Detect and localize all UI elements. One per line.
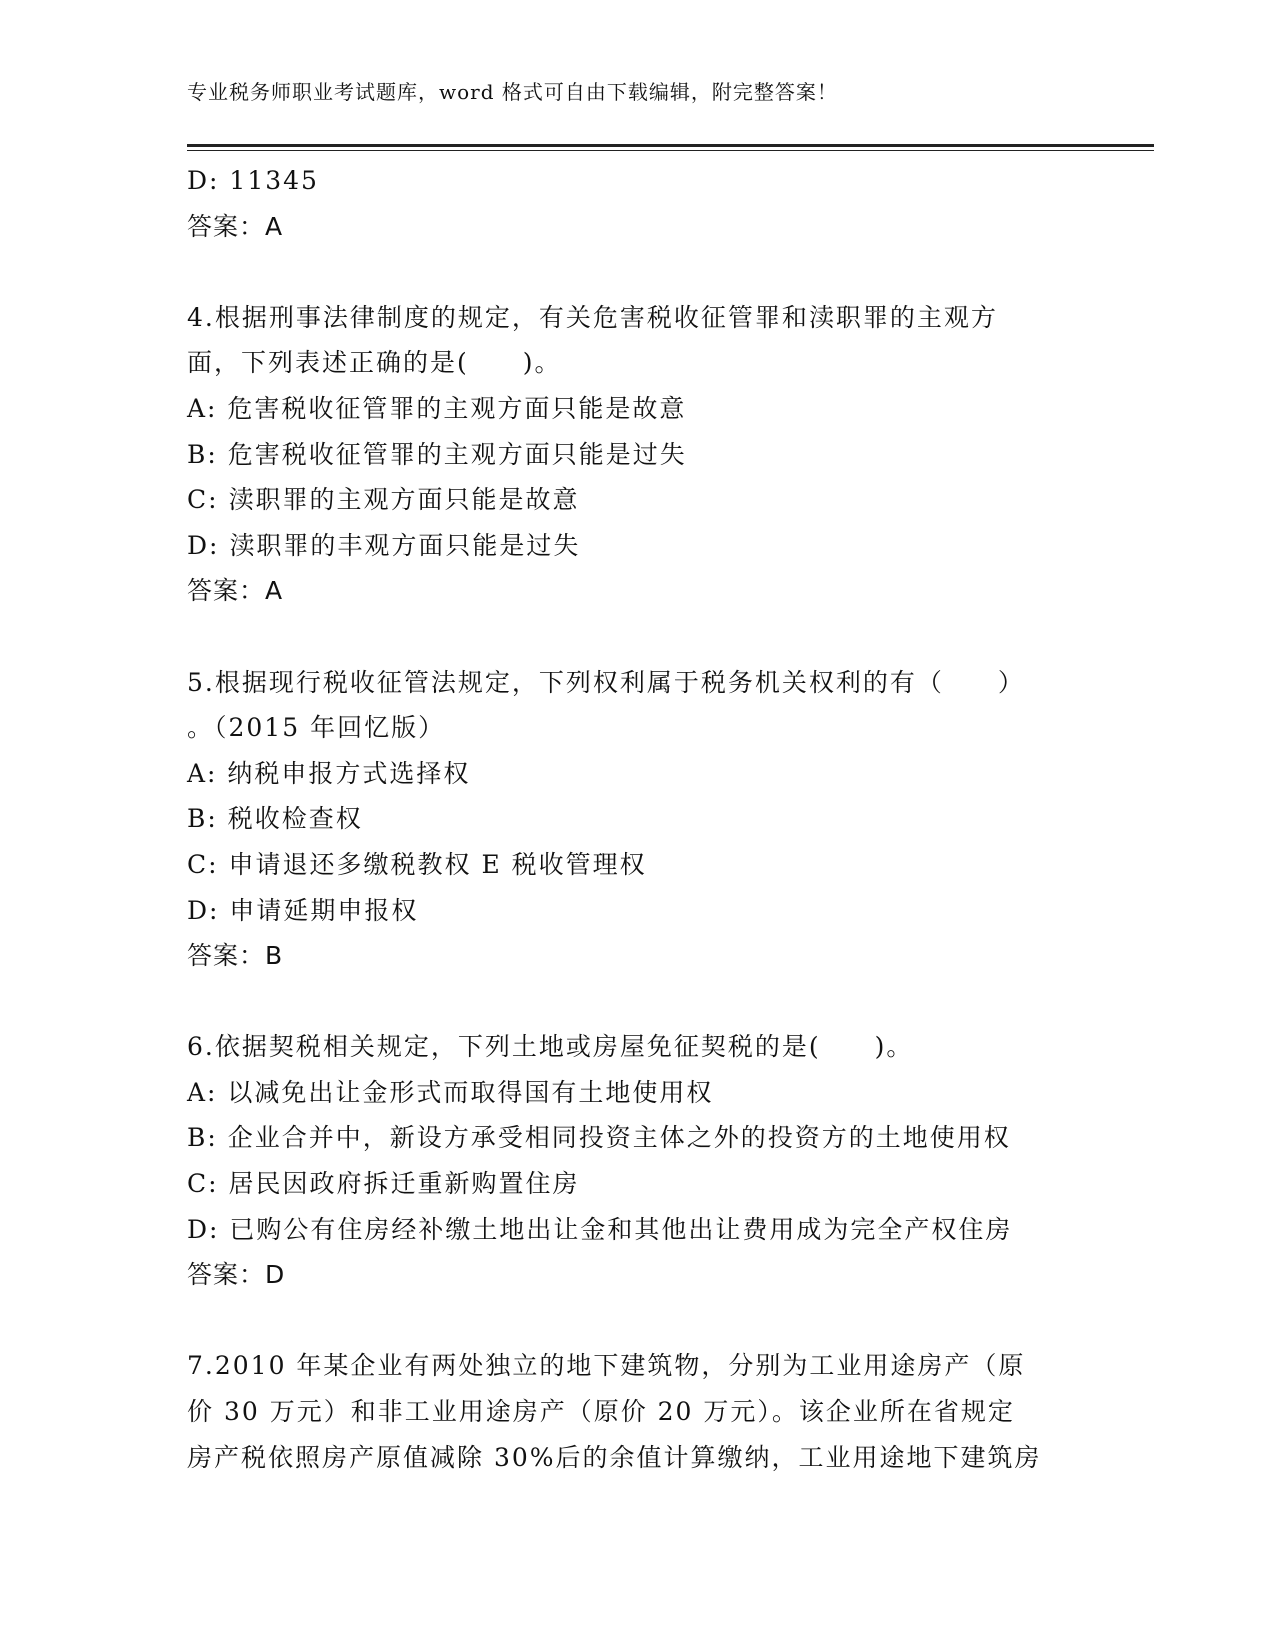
q4-option-a: A: 危害税收征管罪的主观方面只能是故意	[187, 393, 687, 423]
q5-option-d: D: 申请延期申报权	[187, 895, 419, 925]
header-divider-thick	[187, 144, 1154, 147]
page-header: 专业税务师职业考试题库，word 格式可自由下载编辑，附完整答案！	[187, 80, 838, 104]
q4-stem-line1: 4.根据刑事法律制度的规定，有关危害税收征管罪和渎职罪的主观方	[187, 302, 998, 332]
q5-stem-line1: 5.根据现行税收征管法规定，下列权利属于税务机关权利的有（ ）	[187, 667, 1025, 697]
q5-option-a: A: 纳税申报方式选择权	[187, 758, 471, 788]
q6-option-d: D: 已购公有住房经补缴土地出让金和其他出让费用成为完全产权住房	[187, 1214, 1013, 1244]
q4-stem-line2: 面，下列表述正确的是( )。	[187, 348, 562, 378]
spacer	[187, 1298, 1087, 1344]
prev-option-d: D: 11345	[187, 166, 319, 195]
spacer	[187, 249, 1087, 295]
spacer	[187, 979, 1087, 1025]
prev-answer: 答案：A	[187, 211, 284, 241]
spacer	[187, 614, 1087, 660]
document-body	[187, 158, 1087, 1480]
q5-option-b: B: 税收检查权	[187, 804, 363, 834]
q4-answer: 答案：A	[187, 576, 284, 606]
q4-option-c: C: 渎职罪的主观方面只能是故意	[187, 485, 580, 515]
q6-option-b: B: 企业合并中，新设方承受相同投资主体之外的投资方的土地使用权	[187, 1123, 1011, 1153]
q7-stem-line3: 房产税依照房产原值减除 30%后的余值计算缴纳，工业用途地下建筑房	[187, 1442, 1042, 1472]
q6-answer: 答案：D	[187, 1260, 286, 1290]
q6-stem-line1: 6.依据契税相关规定，下列土地或房屋免征契税的是( )。	[187, 1032, 914, 1062]
q4-option-d: D: 渎职罪的丰观方面只能是过失	[187, 530, 581, 560]
header-divider-thin	[187, 150, 1154, 151]
q5-stem-line2: 。（2015 年回忆版）	[187, 713, 446, 743]
q5-answer: 答案：B	[187, 941, 284, 971]
q6-option-a: A: 以减免出让金形式而取得国有土地使用权	[187, 1077, 714, 1107]
q6-option-c: C: 居民因政府拆迁重新购置住房	[187, 1169, 580, 1199]
q4-option-b: B: 危害税收征管罪的主观方面只能是过失	[187, 439, 687, 469]
q5-option-c: C: 申请退还多缴税教权 E 税收管理权	[187, 849, 647, 879]
q7-stem-line1: 7.2010 年某企业有两处独立的地下建筑物，分别为工业用途房产（原	[187, 1351, 1026, 1381]
q7-stem-line2: 价 30 万元）和非工业用途房产（原价 20 万元）。该企业所在省规定	[187, 1397, 1015, 1427]
